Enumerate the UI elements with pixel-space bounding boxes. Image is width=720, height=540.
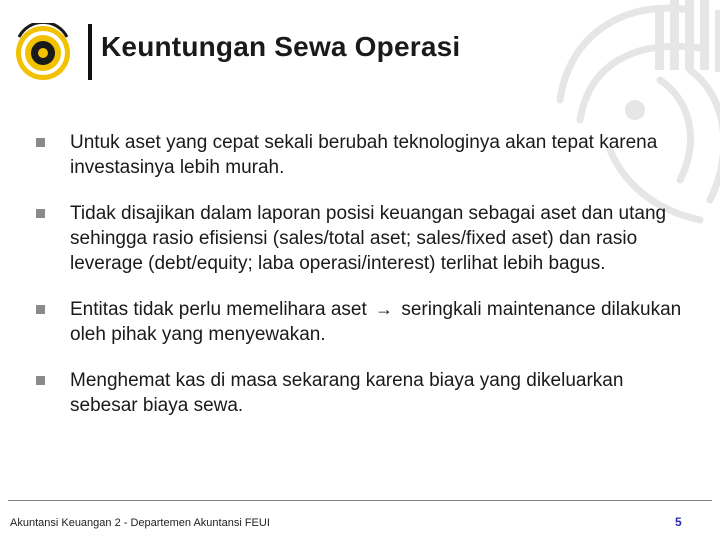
bullet-square-icon bbox=[36, 305, 45, 314]
bullet-square-icon bbox=[36, 209, 45, 218]
bullet-square-icon bbox=[36, 376, 45, 385]
bullet-text: Tidak disajikan dalam laporan posisi keuangan sebagai aset dan utang sehingga rasio efisiensi (sales/total aset; sales/fixed aset) dan rasio leverage (debt/equity; laba operasi/interest) terlihat lebih bagus. bbox=[70, 203, 667, 274]
title-divider-bar bbox=[88, 24, 92, 80]
bullet-item bbox=[36, 130, 696, 180]
bullet-text-after-arrow: seringkali maintenance dilakukan oleh pihak yang menyewakan. bbox=[70, 299, 682, 345]
bullet-text: Menghemat kas di masa sekarang karena biaya yang dikeluarkan sebesar biaya sewa. bbox=[70, 370, 624, 416]
bullet-item bbox=[36, 297, 696, 347]
right-arrow-icon: → bbox=[375, 299, 394, 319]
footer-divider bbox=[8, 500, 712, 501]
bullet-item bbox=[36, 201, 696, 276]
slide-title: Keuntungan Sewa Operasi bbox=[101, 31, 461, 62]
bullet-text: Untuk aset yang cepat sekali berubah teknologinya akan tepat karena investasinya lebih murah. bbox=[70, 132, 658, 178]
bullet-text-before-arrow: Entitas tidak perlu memelihara aset bbox=[70, 299, 367, 320]
bullet-list bbox=[36, 130, 696, 439]
bullet-item bbox=[36, 368, 696, 418]
footer-text: Akuntansi Keuangan 2 - Departemen Akuntansi FEUI bbox=[10, 517, 270, 529]
university-seal-logo bbox=[13, 23, 73, 83]
page-number: 5 bbox=[675, 515, 682, 529]
bullet-square-icon bbox=[36, 138, 45, 147]
